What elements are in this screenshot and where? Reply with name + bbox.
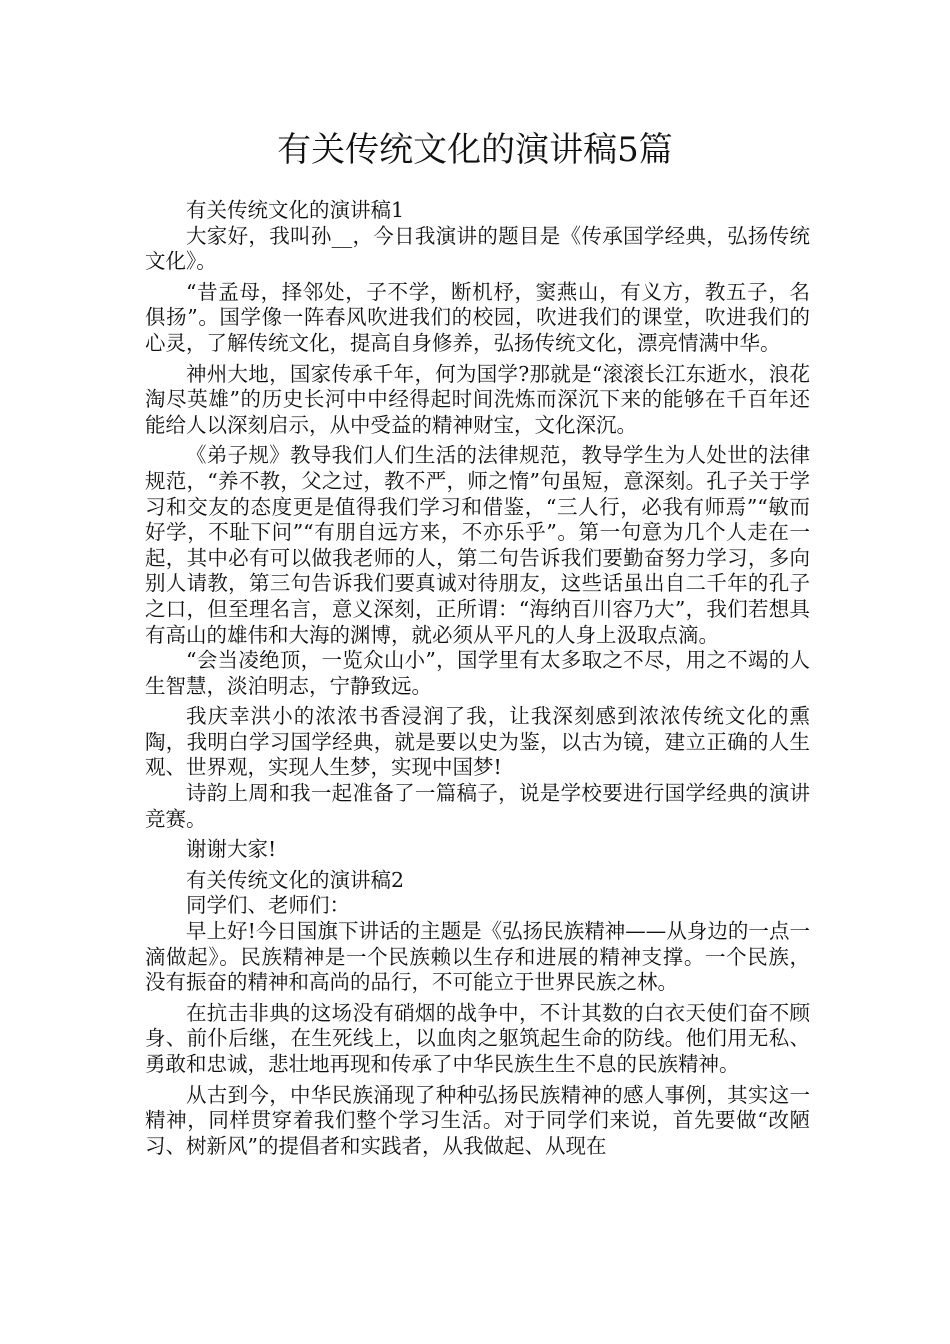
paragraph: 诗韵上周和我一起准备了一篇稿子，说是学校要进行国学经典的演讲竞赛。 xyxy=(145,781,810,831)
paragraph: 在抗击非典的这场没有硝烟的战争中，不计其数的白衣天使们奋不顾身、前仆后继，在生死线上，以血肉之躯筑起生命的防线。他们用无私、勇敢和忠诚，悲壮地再现和传承了中华民族生生不息的民族精神。 xyxy=(145,1000,810,1076)
document-title: 有关传统文化的演讲稿5篇 xyxy=(277,130,673,170)
paragraph: 大家好，我叫孙__，今日我演讲的题目是《传承国学经典，弘扬传统文化》。 xyxy=(145,223,810,274)
paragraph: “会当凌绝顶，一览众山小”，国学里有太多取之不尽，用之不竭的人生智慧，淡泊明志，宁静致远。 xyxy=(145,648,810,698)
paragraph: 神州大地，国家传承千年，何为国学?那就是“滚滚长江东逝水，浪花淘尽英雄”的历史长河中中经得起时间洗炼而深沉下来的能够在千百年还能给人以深刻启示，从中受益的精神财宝，文化深沉。 xyxy=(145,361,810,437)
paragraph: 有关传统文化的演讲稿1 xyxy=(186,198,405,222)
paragraph: “昔孟母，择邻处，子不学，断机杼，窦燕山，有义方，教五子，名俱扬”。国学像一阵春风吹进我们的校园，吹进我们的课堂，吹进我们的心灵，了解传统文化，提高自身修养，弘扬传统文化，漂亮情满中华。 xyxy=(145,279,810,355)
paragraph: 从古到今，中华民族涌现了种种弘扬民族精神的感人事例，其实这一精神，同样贯穿着我们整个学习生活。对于同学们来说，首先要做“改陋习、树新风”的提倡者和实践者，从我做起、从现在 xyxy=(145,1082,810,1158)
paragraph: 早上好!今日国旗下讲话的主题是《弘扬民族精神——从身边的一点一滴做起》。民族精神是一个民族赖以生存和进展的精神支撑。一个民族，没有振奋的精神和高尚的品行，不可能立于世界民族之林。 xyxy=(145,919,810,995)
document-body xyxy=(145,198,810,1159)
paragraph: 我庆幸洪小的浓浓书香浸润了我，让我深刻感到浓浓传统文化的熏陶，我明白学习国学经典，就是要以史为鉴，以古为镜，建立正确的人生观、世界观，实现人生梦，实现中国梦! xyxy=(145,704,810,780)
paragraph: 谢谢大家! xyxy=(186,837,277,862)
paragraph: 同学们、老师们： xyxy=(186,893,350,918)
paragraph: 《弟子规》教导我们人们生活的法律规范，教导学生为人处世的法律规范，“养不教，父之过，教不严，师之惰”句虽短，意深刻。孔子关于学习和交友的态度更是值得我们学习和借鉴，“三人行，必我有师焉”“敏而好学，不耻下问”“有朋自远方来，不亦乐乎”。第一句意为几个人走在一起，其中必有可以做我老师的人，第二句告诉我们要勤奋努力学习，多向别人请教，第三句告诉我们要真诚对待朋友，这些话虽出自二千年的孔子之口，但至理名言，意义深刻，正所谓：“海纳百川容乃大”，我们若想具有高山的雄伟和大海的渊博，就必须从平凡的人身上汲取点滴。 xyxy=(145,443,810,647)
paragraph: 有关传统文化的演讲稿2 xyxy=(186,867,405,892)
